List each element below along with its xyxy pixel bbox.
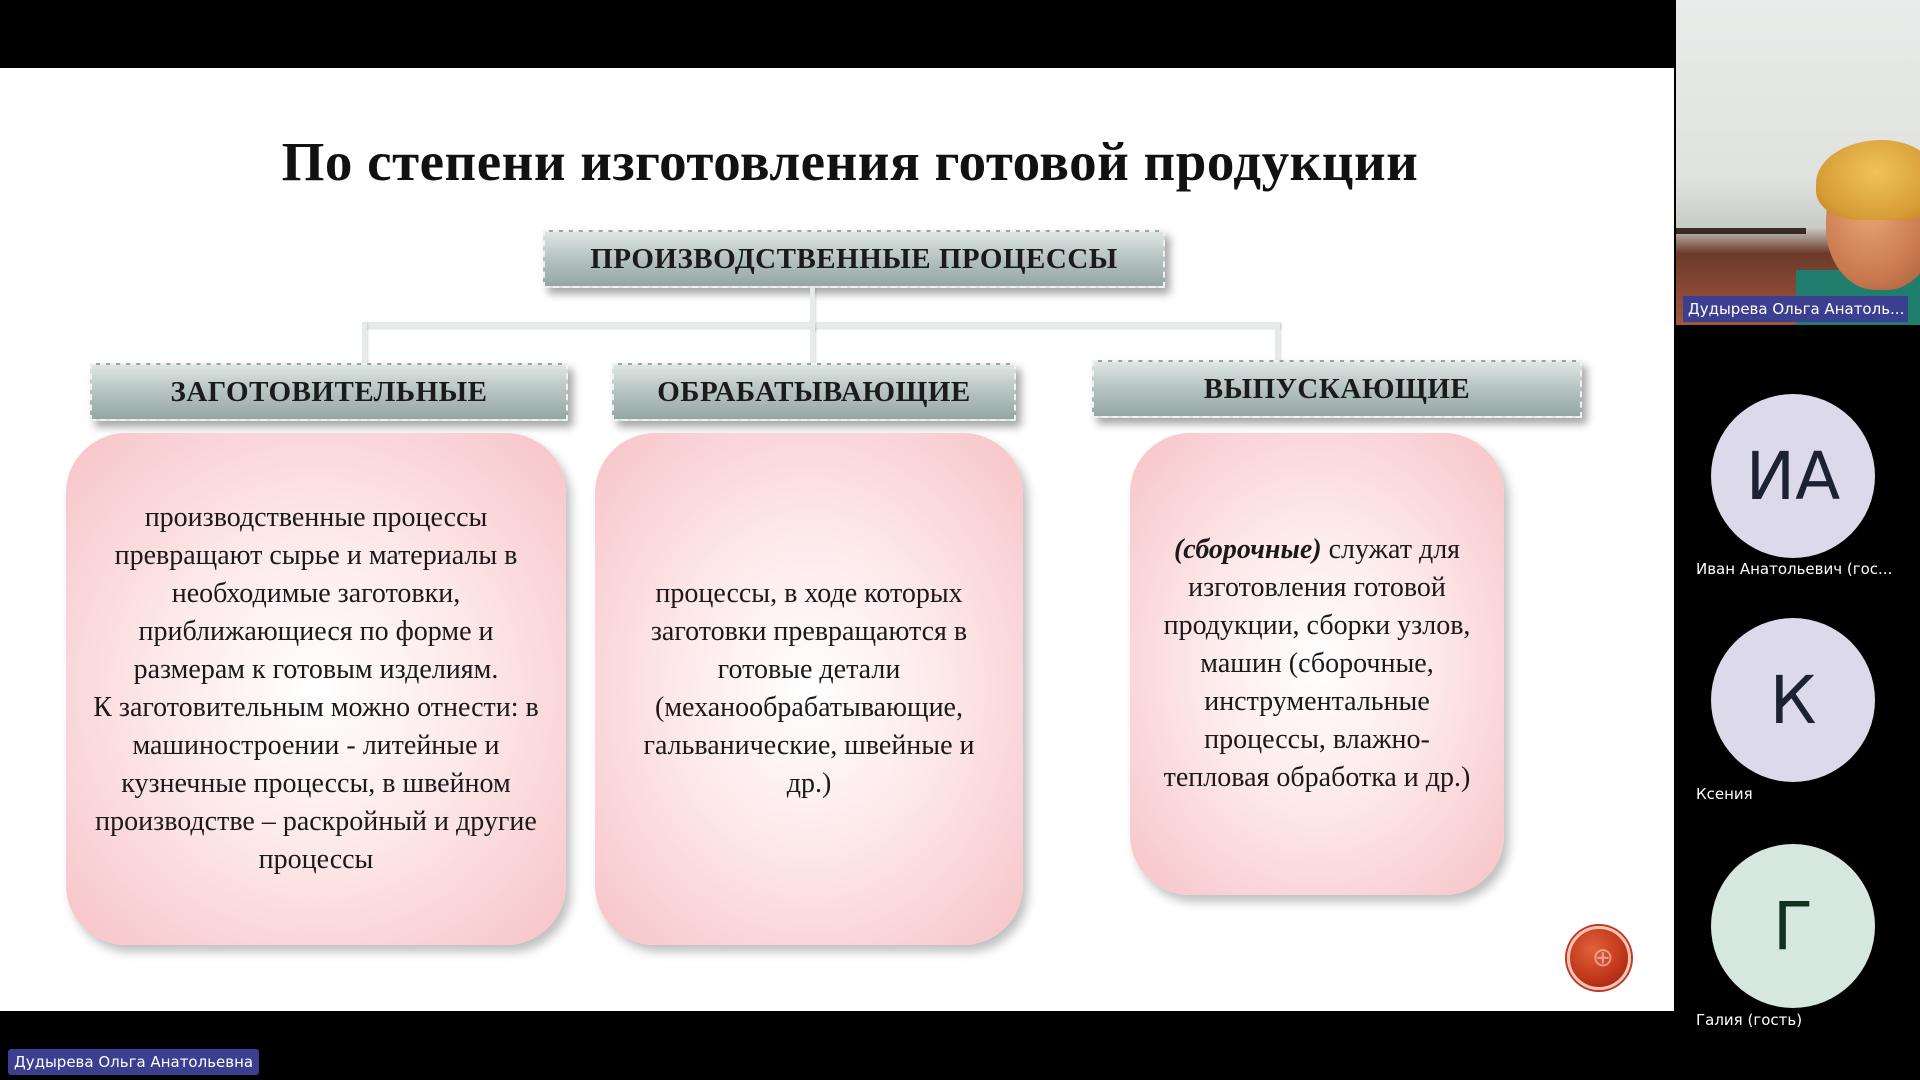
participant-name: Галия (гость) xyxy=(1696,1011,1803,1029)
video-person-hair xyxy=(1816,140,1920,220)
description-box-procurement xyxy=(66,433,566,945)
connector-horizontal xyxy=(362,322,1280,328)
description-text: производственные процессы превращают сырье и материалы в необходимые заготовки, приближающиеся по форме и размерам к готовым изделиям. К заготовительным можно отнести: в машиностроении - литейные и кузнечные процессы, в швейном производстве – раскройный и другие процессы xyxy=(93,502,539,875)
description-emphasis: (сборочные) xyxy=(1173,534,1322,565)
description-text: процессы, в ходе которых заготовки превращаются в готовые детали (механообрабатывающие, гальванические, швейные и др.) xyxy=(643,578,975,799)
participant-avatar[interactable]: ИА xyxy=(1711,394,1875,558)
description-box-processing xyxy=(595,433,1023,945)
category-label: ЗАГОТОВИТЕЛЬНЫЕ xyxy=(170,375,488,408)
slide-title: По степени изготовления готовой продукции xyxy=(281,131,1419,192)
presentation-slide xyxy=(0,68,1674,1011)
description-box-output xyxy=(1130,433,1504,895)
connector-middle xyxy=(810,322,815,364)
description-text xyxy=(1130,531,1504,797)
connector-right xyxy=(1275,322,1280,362)
category-label: ВЫПУСКАЮЩИЕ xyxy=(1203,372,1471,405)
description-rest: служат для изготовления готовой продукции, сборки узлов, машин (сборочные, инструментальные процессы, влажно-тепловая обработка и др.) xyxy=(1163,534,1471,793)
video-name-tag: Дудырева Ольга Анатоль... xyxy=(1683,296,1908,322)
participant-name: Ксения xyxy=(1696,785,1753,803)
participant-avatar[interactable]: Г xyxy=(1711,844,1875,1008)
participant-name: Иван Анатольевич (гос... xyxy=(1696,560,1893,578)
category-header-procurement xyxy=(90,363,568,421)
category-header-processing xyxy=(612,363,1016,421)
speaker-video-tile[interactable] xyxy=(1676,0,1920,325)
connector-left xyxy=(362,322,367,364)
category-label: ОБРАБАТЫВАЮЩИЕ xyxy=(657,375,971,408)
root-process-box xyxy=(543,230,1165,288)
category-header-output xyxy=(1092,360,1582,418)
slide-navigation-button[interactable] xyxy=(1567,926,1631,990)
participant-avatar[interactable]: К xyxy=(1711,618,1875,782)
root-process-label: ПРОИЗВОДСТВЕННЫЕ ПРОЦЕССЫ xyxy=(590,242,1118,275)
navigation-icon: ⊕ xyxy=(1592,943,1614,973)
screen-share-presenter-tag: Дудырева Ольга Анатольевна xyxy=(8,1049,259,1075)
video-background-detail xyxy=(1676,228,1806,234)
